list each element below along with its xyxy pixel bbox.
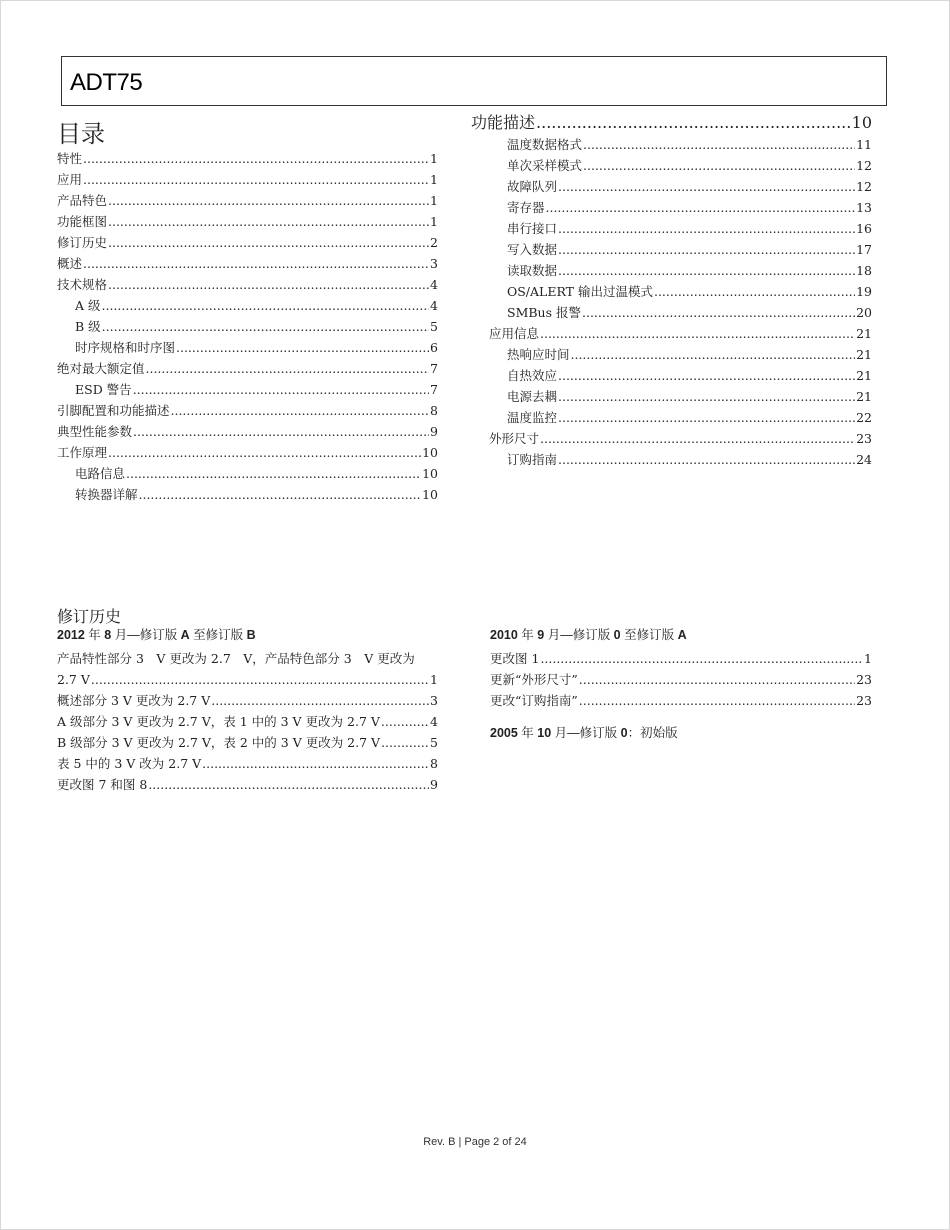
toc-entry[interactable] [489, 239, 872, 260]
toc-entry-label: 故障队列 [507, 179, 558, 194]
toc-entry-label: SMBus 报警 [507, 305, 581, 320]
toc-entry-page: 19 [856, 284, 872, 299]
revision-right-column [490, 625, 872, 744]
toc-entry-page: 1 [430, 193, 438, 208]
toc-entry[interactable] [57, 274, 438, 295]
toc-entry-page: 21 [856, 326, 872, 341]
toc-entry[interactable] [489, 365, 872, 386]
toc-entry[interactable] [489, 344, 872, 365]
toc-entry[interactable] [489, 428, 872, 449]
leader-dots [83, 148, 429, 169]
revision-entry-label: 表 5 中的 3 V 改为 2.7 V [57, 756, 202, 771]
toc-entry-label: 应用 [57, 172, 83, 187]
toc-entry-page: 21 [856, 389, 872, 404]
leader-dots [546, 197, 856, 218]
toc-entry-page: 8 [430, 403, 438, 418]
revision-entry-label: 2.7 V [57, 672, 90, 687]
revision-history-title: 修订历史 [57, 607, 122, 626]
toc-entry-page: 3 [430, 256, 438, 271]
revision-entry[interactable] [57, 690, 438, 711]
toc-entry-label: 修订历史 [57, 235, 108, 250]
toc-entry-page: 24 [856, 452, 872, 467]
toc-entry[interactable] [57, 337, 438, 358]
leader-dots [540, 323, 855, 344]
toc-entry[interactable] [57, 463, 438, 484]
toc-entry[interactable] [57, 253, 438, 274]
toc-entry-page: 21 [856, 347, 872, 362]
revision-entry[interactable] [490, 669, 872, 690]
toc-entry-label: 读取数据 [507, 263, 558, 278]
leader-dots [171, 400, 430, 421]
revision-entry-label: 更改图 7 和图 8 [57, 777, 148, 792]
toc-entry[interactable] [57, 169, 438, 190]
revision-entry-label: A 级部分 3 V 更改为 2.7 V，表 1 中的 3 V 更改为 2.7 V [57, 714, 380, 729]
toc-entry[interactable] [57, 421, 438, 442]
leader-dots [133, 379, 429, 400]
toc-entry-page: 17 [856, 242, 872, 257]
toc-entry[interactable] [489, 134, 872, 155]
product-title: ADT75 [70, 69, 143, 96]
toc-entry-page: 10 [422, 487, 438, 502]
toc-entry[interactable] [489, 218, 872, 239]
revision-entry[interactable] [490, 648, 872, 669]
toc-entry-label: 温度数据格式 [507, 137, 583, 152]
leader-dots [381, 711, 429, 732]
toc-entry-label: 产品特色 [57, 193, 108, 208]
toc-entry[interactable] [489, 449, 872, 470]
toc-entry[interactable] [57, 148, 438, 169]
toc-entry[interactable] [489, 386, 872, 407]
revision-entry-label: B 级部分 3 V 更改为 2.7 V，表 2 中的 3 V 更改为 2.7 V [57, 735, 381, 750]
revision-entry-label: 概述部分 3 V 更改为 2.7 V [57, 693, 211, 708]
toc-entry-page: 23 [856, 431, 872, 446]
revision-entry[interactable] [57, 774, 438, 795]
revision-entry-page: 8 [430, 756, 438, 771]
leader-dots [139, 484, 422, 505]
leader-dots [558, 218, 855, 239]
toc-entry-page: 4 [430, 277, 438, 292]
leader-dots [91, 669, 429, 690]
toc-entry[interactable] [489, 407, 872, 428]
page-footer: Rev. B | Page 2 of 24 [423, 1136, 527, 1148]
toc-entry[interactable] [489, 302, 872, 323]
toc-entry-page: 12 [856, 158, 872, 173]
toc-entry-page: 1 [430, 172, 438, 187]
toc-entry[interactable] [489, 281, 872, 302]
toc-entry-label: 绝对最大额定值 [57, 361, 145, 376]
leader-dots [202, 753, 429, 774]
revision-entry[interactable] [490, 690, 872, 711]
toc-entry[interactable] [489, 197, 872, 218]
leader-dots [83, 253, 429, 274]
toc-entry-page: 7 [430, 382, 438, 397]
toc-right-column [471, 112, 872, 470]
revision-entry[interactable] [57, 711, 438, 732]
toc-entry-page: 5 [430, 319, 438, 334]
leader-dots [540, 428, 855, 449]
revision-heading-2012: 2012 年 8 月—修订版 A 至修订版 B [57, 628, 256, 642]
toc-entry-page: 10 [422, 445, 438, 460]
leader-dots [654, 281, 855, 302]
leader-dots [102, 316, 429, 337]
revision-entry-page: 1 [430, 672, 438, 687]
toc-entry-label: 引脚配置和功能描述 [57, 403, 170, 418]
revision-entry[interactable] [57, 753, 438, 774]
leader-dots [558, 449, 855, 470]
leader-dots [102, 295, 430, 316]
toc-entry-label: 单次采样模式 [507, 158, 583, 173]
toc-entry[interactable] [489, 323, 872, 344]
leader-dots [108, 232, 429, 253]
leader-dots [558, 386, 855, 407]
leader-dots [381, 732, 429, 753]
revision-left-column [57, 625, 438, 795]
revision-entry-label: 更新“外形尺寸” [490, 672, 578, 687]
toc-entry-label: 工作原理 [57, 445, 108, 460]
revision-entry-page: 3 [430, 693, 438, 708]
revision-entry-page: 23 [856, 693, 872, 708]
toc-entry[interactable] [489, 260, 872, 281]
toc-entry[interactable] [57, 295, 438, 316]
toc-entry-label: 订购指南 [507, 452, 558, 467]
toc-entry[interactable] [489, 155, 872, 176]
toc-entry-page: 7 [430, 361, 438, 376]
revision-entry[interactable] [57, 732, 438, 753]
toc-entry-label: 电源去耦 [507, 389, 558, 404]
toc-entry-label: 电路信息 [75, 466, 126, 481]
revision-heading-2010: 2010 年 9 月—修订版 0 至修订版 A [490, 628, 687, 642]
toc-entry[interactable] [57, 400, 438, 421]
revision-entry-page: 1 [864, 651, 872, 666]
toc-entry-page: 21 [856, 368, 872, 383]
toc-entry[interactable] [57, 316, 438, 337]
toc-entry-label: 串行接口 [507, 221, 558, 236]
toc-entry[interactable] [57, 190, 438, 211]
toc-entry-page: 6 [430, 340, 438, 355]
revision-heading-2005: 2005 年 10 月—修订版 0：初始版 [490, 726, 678, 740]
toc-entry-label: 外形尺寸 [489, 431, 540, 446]
toc-entry-page: 18 [856, 263, 872, 278]
leader-dots [108, 211, 429, 232]
toc-entry-page: 9 [430, 424, 438, 439]
toc-entry-label: 功能框图 [57, 214, 108, 229]
toc-entry-label: 应用信息 [489, 326, 540, 341]
leader-dots [126, 463, 421, 484]
toc-entry[interactable] [57, 358, 438, 379]
toc-entry-page: 1 [430, 214, 438, 229]
leader-dots [558, 176, 855, 197]
toc-entry-label: 技术规格 [57, 277, 108, 292]
toc-entry-label: ESD 警告 [75, 382, 132, 397]
leader-dots [540, 648, 863, 669]
toc-entry-label: 自热效应 [507, 368, 558, 383]
leader-dots [579, 690, 855, 711]
leader-dots [133, 421, 429, 442]
toc-entry[interactable] [57, 484, 438, 505]
toc-entry-page: 11 [856, 137, 872, 152]
leader-dots [571, 344, 856, 365]
toc-entry-page: 16 [856, 221, 872, 236]
toc-entry-label: OS/ALERT 输出过温模式 [507, 284, 653, 299]
toc-entry-label: 典型性能参数 [57, 424, 133, 439]
toc-entry-label: 写入数据 [507, 242, 558, 257]
revision-entry[interactable] [57, 669, 438, 690]
leader-dots [146, 358, 430, 379]
toc-entry-page: 10 [422, 466, 438, 481]
toc-entry-page: 22 [856, 410, 872, 425]
leader-dots [583, 155, 855, 176]
toc-entry-page: 2 [430, 235, 438, 250]
leader-dots [558, 239, 855, 260]
toc-entry[interactable] [57, 232, 438, 253]
toc-entry-page: 12 [856, 179, 872, 194]
leader-dots [211, 690, 429, 711]
toc-entry-label: A 级 [75, 298, 101, 313]
toc-entry-label: 热响应时间 [507, 347, 570, 362]
revision-entry-label: 更改图 1 [490, 651, 540, 666]
leader-dots [108, 190, 429, 211]
leader-dots [83, 169, 429, 190]
leader-dots [108, 442, 421, 463]
toc-entry-label: B 级 [75, 319, 101, 334]
leader-dots [558, 365, 855, 386]
leader-dots [176, 337, 429, 358]
toc-entry-label: 时序规格和时序图 [75, 340, 176, 355]
leader-dots [582, 302, 855, 323]
toc-entry[interactable] [57, 211, 438, 232]
toc-entry-label: 寄存器 [507, 200, 545, 215]
toc-entry-page: 4 [430, 298, 438, 313]
toc-entry-label: 特性 [57, 151, 83, 166]
toc-entry-label: 概述 [57, 256, 83, 271]
leader-dots [583, 134, 855, 155]
header-box [61, 56, 887, 106]
revision-paragraph: 产品特性部分 3 V 更改为 2.7 V，产品特色部分 3 V 更改为 [57, 651, 415, 666]
toc-entry[interactable] [489, 176, 872, 197]
leader-dots [108, 274, 429, 295]
leader-dots [558, 260, 855, 281]
toc-left-column [57, 148, 438, 505]
toc-entry[interactable] [57, 379, 438, 400]
toc-title: 目录 [57, 120, 105, 148]
toc-entry[interactable] [57, 442, 438, 463]
toc-entry-functional-description[interactable]: 功能描述 ..... 10 [471, 112, 872, 134]
revision-entry-page: 23 [856, 672, 872, 687]
leader-dots [579, 669, 855, 690]
toc-entry-page: 20 [856, 305, 872, 320]
revision-entry-page: 9 [430, 777, 438, 792]
toc-entry-label: 温度监控 [507, 410, 558, 425]
leader-dots [148, 774, 429, 795]
toc-entry-page: 13 [856, 200, 872, 215]
revision-entry-label: 更改“订购指南” [490, 693, 578, 708]
toc-entry-label: 转换器详解 [75, 487, 138, 502]
leader-dots [558, 407, 855, 428]
revision-entry-page: 4 [430, 714, 438, 729]
revision-entry-page: 5 [430, 735, 438, 750]
toc-entry-page: 1 [430, 151, 438, 166]
